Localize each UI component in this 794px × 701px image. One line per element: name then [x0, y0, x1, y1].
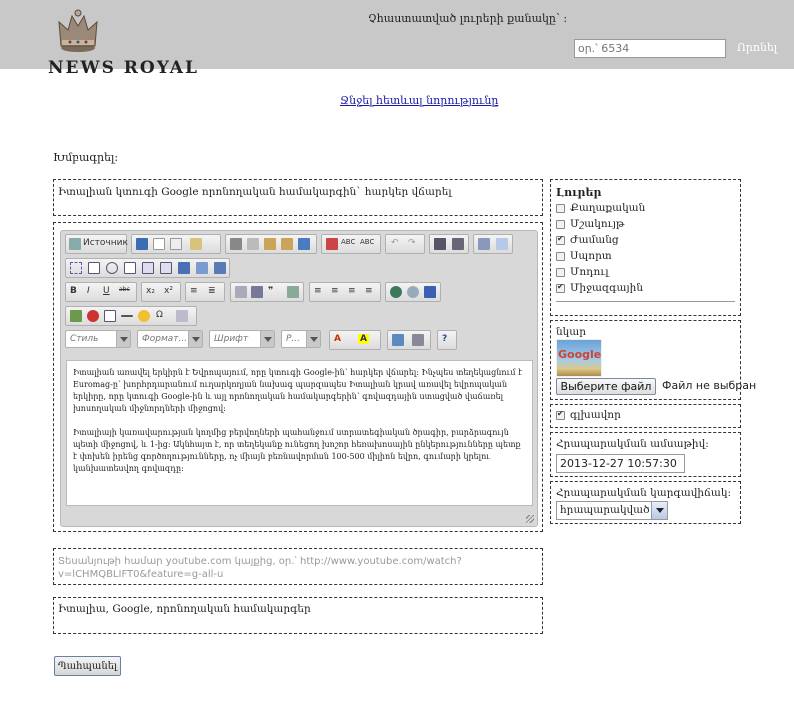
copy-icon[interactable] — [247, 238, 259, 250]
select-field-icon[interactable] — [160, 262, 172, 274]
strike-icon[interactable]: abc — [119, 286, 130, 293]
thumbnail-text: Google — [558, 348, 602, 361]
list-tools — [185, 282, 225, 302]
category-label: Մշակույթ — [570, 218, 625, 230]
toolbar-row-2 — [65, 258, 265, 278]
undo-tools — [385, 234, 425, 254]
source-icon — [69, 238, 81, 250]
basic-styles — [65, 282, 137, 302]
textarea-icon[interactable] — [142, 262, 154, 274]
toolbar-row-3 — [65, 282, 535, 302]
main-news-label: գլխավոր — [570, 409, 621, 421]
flash-icon[interactable] — [87, 310, 99, 322]
size-combo-label: Р... — [286, 334, 301, 344]
checkbox[interactable] — [556, 268, 565, 277]
divider — [556, 301, 735, 302]
view-tools — [387, 330, 431, 350]
hidden-field-icon[interactable] — [214, 262, 226, 274]
redo-icon[interactable]: ↷ — [408, 238, 416, 248]
save-button[interactable]: Պահպանել — [54, 656, 121, 676]
toolbar-row-1 — [65, 234, 535, 254]
button-field-icon[interactable] — [178, 262, 190, 274]
blockquote-icon[interactable]: ❞ — [268, 286, 274, 296]
format-combo-label: Формат... — [142, 334, 188, 344]
textfield-icon[interactable] — [124, 262, 136, 274]
category-label: Սպորտ — [570, 250, 612, 262]
indent-tools — [230, 282, 304, 302]
image-button-icon[interactable] — [196, 262, 208, 274]
style-combo-label: Стиль — [70, 334, 99, 344]
image-panel — [550, 320, 757, 400]
brand-name: NEWS ROYAL — [48, 58, 199, 78]
resize-handle[interactable] — [526, 515, 534, 523]
source-button[interactable] — [65, 234, 127, 254]
align-center-icon[interactable]: ≡ — [331, 286, 339, 296]
clipboard-tools — [225, 234, 317, 254]
save-icon[interactable] — [136, 238, 148, 250]
title-field[interactable] — [53, 179, 543, 216]
choose-file-button[interactable]: Выберите файл — [556, 378, 656, 395]
category-label: Քաղաքական — [570, 202, 646, 214]
chevron-down-icon — [260, 331, 274, 347]
paste-word-icon[interactable] — [298, 238, 310, 250]
date-panel — [550, 432, 741, 477]
anchor-icon[interactable] — [424, 286, 436, 298]
font-combo-label: Шрифт — [214, 334, 249, 344]
document-tools — [131, 234, 221, 254]
link-tools — [385, 282, 441, 302]
category-label: Մոդուլ — [570, 266, 609, 278]
indent-icon[interactable] — [251, 286, 263, 298]
table-icon[interactable] — [104, 310, 116, 322]
checkbox[interactable] — [556, 252, 565, 261]
spellcheck-icon[interactable]: ABC — [341, 238, 356, 246]
font-combo[interactable] — [209, 330, 275, 348]
image-label: նկար — [556, 326, 586, 338]
size-combo[interactable] — [281, 330, 321, 348]
paste-icon[interactable] — [264, 238, 276, 250]
tags-field[interactable] — [53, 597, 543, 634]
status-value: հրապարակված — [560, 504, 650, 516]
date-label: Հրապարակման ամսաթիվ: — [556, 438, 709, 450]
tags-value: Իտալիա, Google, որոնողական համակարգեր — [58, 603, 311, 615]
bg-color-icon[interactable]: A — [360, 334, 367, 344]
insert-tools — [65, 306, 197, 326]
help-icon[interactable]: ? — [442, 334, 448, 344]
undo-icon[interactable]: ↶ — [391, 238, 399, 248]
search-button[interactable]: Որոնել — [737, 41, 778, 54]
page-break-icon[interactable] — [176, 310, 188, 322]
checkbox[interactable] — [556, 236, 565, 245]
delete-news-link[interactable]: Ջնջել հետևալ նորությունը — [340, 94, 499, 107]
toolbar-row-5 — [65, 330, 535, 350]
chevron-down-icon — [306, 331, 320, 347]
italic-icon[interactable]: I — [87, 286, 90, 296]
status-select[interactable] — [556, 501, 668, 520]
image-thumbnail — [556, 339, 602, 377]
pending-news-count-label: Չհաստատված լուրերի քանակը՝ : — [368, 12, 568, 25]
paste-text-icon[interactable] — [281, 238, 293, 250]
subscript-icon[interactable]: x₂ — [146, 286, 155, 296]
select-all-icon[interactable] — [478, 238, 490, 250]
maximize-icon[interactable] — [392, 334, 404, 346]
chevron-down-icon — [651, 502, 667, 519]
style-combo[interactable] — [65, 330, 131, 348]
chevron-down-icon — [188, 331, 202, 347]
video-url-placeholder: Տեսանյութի համար youtube.com կայքից, օր.՝ http://www.youtube.com/watch?v=lCHMQBLIFT0&feature=g-all-u — [58, 556, 462, 580]
image-icon[interactable] — [70, 310, 82, 322]
bulleted-list-icon[interactable]: ≣ — [208, 286, 216, 296]
smiley-icon[interactable] — [138, 310, 150, 322]
editor-content[interactable] — [66, 360, 533, 506]
about-tools — [437, 330, 457, 350]
file-status: Файл не выбран — [662, 379, 757, 392]
toolbar-row-4 — [65, 306, 215, 326]
editor-container — [53, 222, 543, 532]
outdent-icon[interactable] — [235, 286, 247, 298]
title-value: Իտալիան կտուգի Google որոնողական համակարգին` հարկեր վճարել — [58, 186, 452, 198]
source-label: Источник — [83, 238, 128, 248]
underline-icon[interactable]: U — [103, 286, 110, 296]
horizontal-rule-icon[interactable] — [121, 315, 133, 317]
date-input[interactable] — [556, 454, 685, 473]
templates-icon[interactable] — [190, 238, 202, 250]
category-title: Լուրեր — [556, 186, 602, 199]
cut-icon[interactable] — [230, 238, 242, 250]
find-tools — [429, 234, 469, 254]
link-icon[interactable] — [390, 286, 402, 298]
radio-icon[interactable] — [106, 262, 118, 274]
checkbox[interactable] — [556, 204, 565, 213]
special-char-icon[interactable]: Ω — [156, 310, 163, 320]
select-tools — [473, 234, 513, 254]
bold-icon[interactable]: B — [70, 286, 77, 296]
spell-tools — [321, 234, 381, 254]
preview-icon[interactable] — [170, 238, 182, 250]
form-icon[interactable] — [70, 262, 82, 274]
scayt-icon[interactable]: ABC — [360, 238, 375, 246]
search-input[interactable] — [574, 39, 726, 58]
crown-icon — [56, 8, 100, 54]
show-blocks-icon[interactable] — [412, 334, 424, 346]
checkbox[interactable] — [556, 411, 565, 420]
category-label: Միջազգային — [570, 282, 644, 294]
align-right-icon[interactable]: ≡ — [348, 286, 356, 296]
category-label: Ժամանց — [570, 234, 619, 246]
rich-text-editor — [60, 230, 538, 527]
numbered-list-icon[interactable]: ≡ — [190, 286, 198, 296]
edit-label: Խմբագրել: — [53, 151, 119, 164]
logo[interactable] — [48, 8, 199, 78]
script-tools — [141, 282, 181, 302]
div-icon[interactable] — [287, 286, 299, 298]
header-bar — [0, 0, 794, 78]
align-left-icon[interactable]: ≡ — [314, 286, 322, 296]
remove-format-icon[interactable] — [496, 238, 508, 250]
chevron-down-icon — [116, 331, 130, 347]
color-tools — [329, 330, 381, 350]
main-news-panel — [550, 404, 741, 428]
content-paragraph-2: Իտալիայի կառավարության կողմից բերվողների պահանջում ստրատեգիական ծրագիր, բարձրագույն պետի միջոցով, և 1-ից: Ակնհայտ է, որ տեղեկանք ունեցող խոշոր հեռախոսային ընկերությունները պետք է փոխեն իրենց գործողությունները, ոչ միայն բեռնավորման 100-500 միլիոն եվրո, գումարի կրելու կանխատեսվող գովազդը: — [73, 428, 521, 473]
find-icon[interactable] — [434, 238, 446, 250]
status-panel — [550, 481, 741, 524]
category-panel — [550, 179, 741, 316]
align-justify-icon[interactable]: ≡ — [365, 286, 373, 296]
replace-icon[interactable] — [452, 238, 464, 250]
align-tools — [309, 282, 381, 302]
status-label: Հրապարակման կարգավիճակ: — [556, 487, 731, 499]
checkbox[interactable] — [556, 220, 565, 229]
text-color-icon[interactable]: A — [334, 334, 341, 344]
content-paragraph-1: Իտալիան առավել երկիրն է Եվրոպայում, որը կտուգի Google-ին՝ հարկեր վճարել: Ինչպես տեղեկացնում է Euromag-ը՝ խորհրդարանում ուղարկողյան նախագ պարզապես Իտալիան կրավ առավել եվրոպական երկիրը, որը կտուգի Google-ին և այլ որոնողական համակարգերին՝ գովազդային ստացված վաճառել խոսողական միջնորդների միջոցով: — [73, 368, 523, 413]
video-url-field[interactable] — [53, 548, 543, 585]
checkbox-icon[interactable] — [88, 262, 100, 274]
format-combo[interactable] — [137, 330, 203, 348]
superscript-icon[interactable]: x² — [164, 286, 173, 296]
unlink-icon[interactable] — [407, 286, 419, 298]
form-tools — [65, 258, 230, 278]
checkbox[interactable] — [556, 284, 565, 293]
new-page-icon[interactable] — [153, 238, 165, 250]
print-icon[interactable] — [326, 238, 338, 250]
